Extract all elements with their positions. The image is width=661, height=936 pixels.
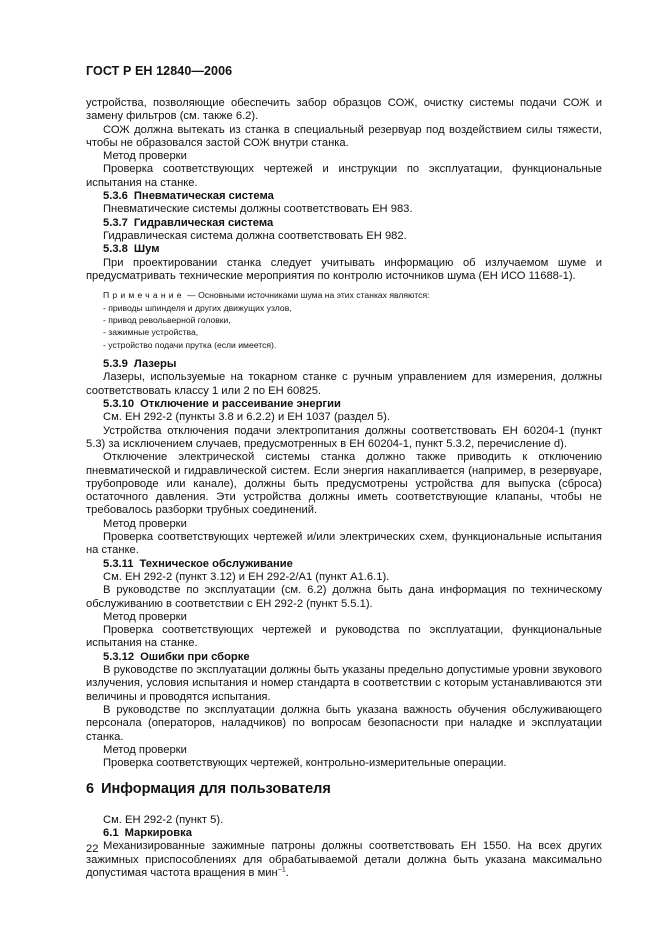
subsection-title: Гидравлическая система: [133, 216, 274, 229]
subsection-number: 5.3.7: [103, 216, 128, 229]
subsection-title: Ошибки при сборке: [140, 650, 250, 663]
method-label: Метод проверки: [103, 150, 187, 163]
note-header: [103, 289, 602, 301]
note-list-item: - приводы шпинделя и других движущих узлов,: [103, 302, 292, 313]
paragraph: Проверка соответствующих чертежей и руководства по эксплуатации, функциональные испытания на станке.: [86, 624, 602, 650]
note-list-item: - зажимные устройства,: [103, 327, 199, 338]
paragraph-text: Механизированные зажимные патроны должны соответствовать ЕН 1550. На всех других зажимных приспособлениях для обрабатываемой детали должна быть указана максимально допустимая частота вращения в мин: [86, 840, 602, 879]
document-page: [86, 52, 602, 880]
paragraph: См. ЕН 292-2 (пункты 3.8 и 6.2.2) и ЕН 1037 (раздел 5).: [103, 411, 390, 424]
paragraph-end: .: [285, 866, 289, 879]
subsection-number: 6.1: [103, 826, 119, 839]
subsection-heading-5-3-11: [86, 558, 602, 571]
note-list-item: - привод револьверной головки,: [103, 314, 231, 325]
paragraph: При проектировании станка следует учитывать информацию об излучаемом шуме и предусматривать технические мероприятия по контролю источников шума (ЕН ИСО 11688-1).: [86, 256, 602, 282]
superscript: −1: [277, 866, 286, 874]
paragraph: [86, 840, 602, 880]
subsection-heading-5-3-8: [86, 243, 602, 256]
subsection-number: 5.3.10: [103, 398, 135, 411]
paragraph: В руководстве по эксплуатации должны быть указаны предельно допустимые уровни звукового излучения, условия испытания и номер стандарта в соответствии с которым устанавливаются эти величины и проводятся испытания.: [86, 664, 602, 703]
subsection-heading-6-1: [86, 827, 602, 840]
subsection-number: 5.3.11: [103, 557, 134, 570]
note-text: — Основными источниками шума на этих станках являются:: [184, 290, 430, 301]
section-title: Информация для пользователя: [101, 781, 331, 798]
section-number: 6: [86, 781, 95, 798]
method-label: Метод проверки: [103, 743, 187, 756]
note-block: [86, 289, 602, 351]
paragraph: Проверка соответствующих чертежей и/или электрических схем, функциональные испытания на станке.: [86, 531, 602, 557]
subsection-number: 5.3.6: [103, 190, 128, 203]
subsection-heading-5-3-9: [86, 358, 602, 371]
paragraph: В руководстве по эксплуатации (см. 6.2) должна быть дана информация по техническому обслуживанию в соответствии с ЕН 292-2 (пункт 5.5.1).: [86, 584, 602, 610]
subsection-title: Маркировка: [124, 826, 192, 839]
paragraph: В руководстве по эксплуатации должна быть указана важность обучения обслуживающего персонала (операторов, наладчиков) по вопросам безопасности при наладке и эксплуатации станка.: [86, 703, 602, 743]
subsection-number: 5.3.9: [103, 358, 128, 371]
note-label: Примечание: [103, 290, 185, 301]
subsection-title: Техническое обслуживание: [139, 557, 293, 570]
paragraph: Лазеры, используемые на токарном станке с ручным управлением для измерения, должны соответствовать классу 1 или 2 по ЕН 60825.: [86, 371, 602, 397]
subsection-title: Лазеры: [133, 358, 177, 371]
subsection-number: 5.3.12: [103, 650, 135, 663]
subsection-heading-5-3-10: [86, 398, 602, 411]
subsection-heading-5-3-12: [86, 651, 602, 664]
paragraph: Гидравлическая система должна соответствовать ЕН 982.: [103, 229, 407, 242]
document-header: ГОСТ Р ЕН 12840—2006: [86, 64, 233, 78]
section-heading-6: [86, 783, 602, 796]
paragraph: Пневматические системы должны соответствовать ЕН 983.: [103, 203, 413, 216]
subsection-number: 5.3.8: [103, 243, 128, 256]
subsection-heading-5-3-7: [86, 217, 602, 230]
note-list-item: - устройство подачи прутка (если имеется).: [103, 339, 277, 350]
subsection-heading-5-3-6: [86, 190, 602, 203]
document-body: [86, 97, 602, 880]
page-number: 22: [86, 843, 99, 855]
subsection-title: Отключение и рассеивание энергии: [140, 398, 341, 411]
paragraph: См. ЕН 292-2 (пункт 5).: [103, 813, 224, 826]
paragraph: См. ЕН 292-2 (пункт 3.12) и ЕН 292-2/А1 (пункт А1.6.1).: [103, 570, 390, 583]
paragraph: Проверка соответствующих чертежей и инструкции по эксплуатации, функциональные испытания на станке.: [86, 163, 602, 189]
paragraph: СОЖ должна вытекать из станка в специальный резервуар под воздействием силы тяжести, чтобы не образовался застой СОЖ внутри станка.: [86, 123, 602, 149]
paragraph: Устройства отключения подачи электропитания должны соответствовать ЕН 60204-1 (пункт 5.3) за исключением случаев, предусмотренных в ЕН 60204-1, пункт 5.3.2, перечисление d).: [86, 424, 602, 450]
paragraph: Отключение электрической системы станка должно также приводить к отключению пневматической и гидравлической систем. Если энергия накапливается (например, в резервуаре, трубопроводе или канале), должны быть предусмотрены устройства для выпуска (сброса) остаточного давления. Эти устройства должны иметь соответствующие клапаны, чтобы не требовалось разборки трубных соединений.: [86, 451, 602, 517]
method-label: Метод проверки: [103, 517, 187, 530]
subsection-title: Пневматическая система: [133, 190, 274, 203]
method-label: Метод проверки: [103, 610, 187, 623]
subsection-title: Шум: [133, 243, 160, 256]
paragraph: Проверка соответствующих чертежей, контрольно-измерительные операции.: [103, 757, 507, 770]
paragraph: устройства, позволяющие обеспечить забор образцов СОЖ, очистку системы подачи СОЖ и замену фильтров (см. также 6.2).: [86, 97, 602, 123]
